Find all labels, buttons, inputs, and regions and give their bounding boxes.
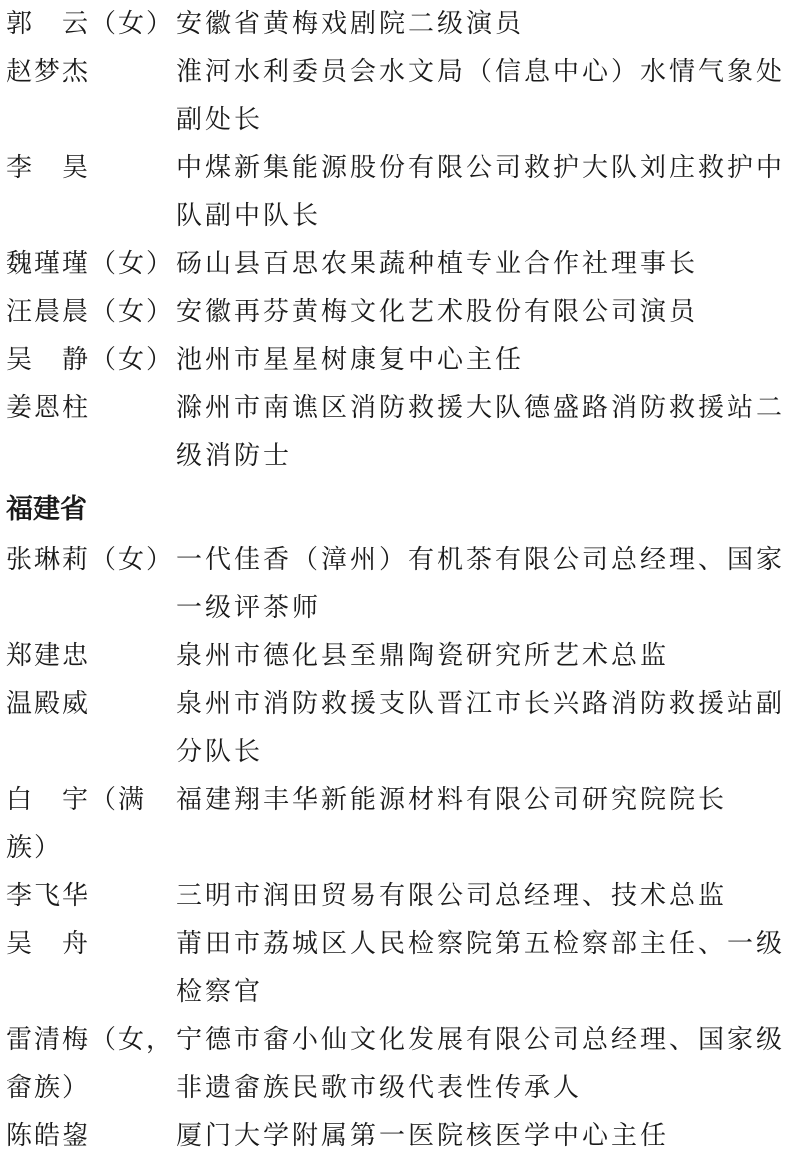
section-heading: 福建省 [6,494,87,525]
person-name: 郭 云（女） [6,9,175,39]
person-title: 宁德市畲小仙文化发展有限公司总经理、国家级非遗畲族民歌市级代表性传承人 [176,1025,786,1103]
person-title: 一代佳香（漳州）有机茶有限公司总经理、国家一级评茶师 [176,545,786,623]
person-name: 温殿威 [6,689,91,719]
person-title: 泉州市德化县至鼎陶瓷研究所艺术总监 [176,641,670,671]
person-name: 魏瑾瑾（女） [6,249,175,279]
list-item [0,920,800,1016]
person-name: 白 宇（满族） [6,785,147,863]
list-item [0,776,800,872]
list-item [0,1016,800,1112]
list-item [0,872,800,920]
section-fujian [0,484,800,1160]
list-item [0,48,800,144]
person-name: 姜恩柱 [6,393,91,423]
person-title: 砀山县百思农果蔬种植专业合作社理事长 [176,249,699,279]
section-anhui-continued [0,0,800,480]
person-title: 池州市星星树康复中心主任 [176,345,525,375]
person-name: 赵梦杰 [6,57,91,87]
person-title: 安徽省黄梅戏剧院二级演员 [176,9,525,39]
list-item [0,240,800,288]
person-name: 雷清梅（女，畲族） [6,1025,175,1103]
person-title: 滁州市南谯区消防救援大队德盛路消防救援站二级消防士 [176,393,786,471]
list-item [0,288,800,336]
list-item [0,1112,800,1160]
list-item [0,0,800,48]
person-name: 吴 静（女） [6,345,175,375]
person-name: 张琳莉（女） [6,545,175,575]
person-name: 李飞华 [6,881,91,911]
person-title: 厦门大学附属第一医院核医学中心主任 [176,1121,670,1151]
list-item [0,384,800,480]
person-title: 泉州市消防救援支队晋江市长兴路消防救援站副分队长 [176,689,786,767]
list-item [0,632,800,680]
person-name: 汪晨晨（女） [6,297,175,327]
list-item [0,144,800,240]
list-item [0,336,800,384]
person-name: 吴 舟 [6,929,91,959]
list-item [0,536,800,632]
person-title: 莆田市荔城区人民检察院第五检察部主任、一级检察官 [176,929,786,1007]
person-title: 淮河水利委员会水文局（信息中心）水情气象处副处长 [176,57,786,135]
person-title: 三明市润田贸易有限公司总经理、技术总监 [176,881,728,911]
person-name: 李 昊 [6,153,91,183]
person-name: 陈皓鋆 [6,1121,91,1151]
person-title: 中煤新集能源股份有限公司救护大队刘庄救护中队副中队长 [176,153,786,231]
person-name: 郑建忠 [6,641,91,671]
person-title: 安徽再芬黄梅文化艺术股份有限公司演员 [176,297,699,327]
person-title: 福建翔丰华新能源材料有限公司研究院院长 [176,785,728,815]
list-item [0,680,800,776]
